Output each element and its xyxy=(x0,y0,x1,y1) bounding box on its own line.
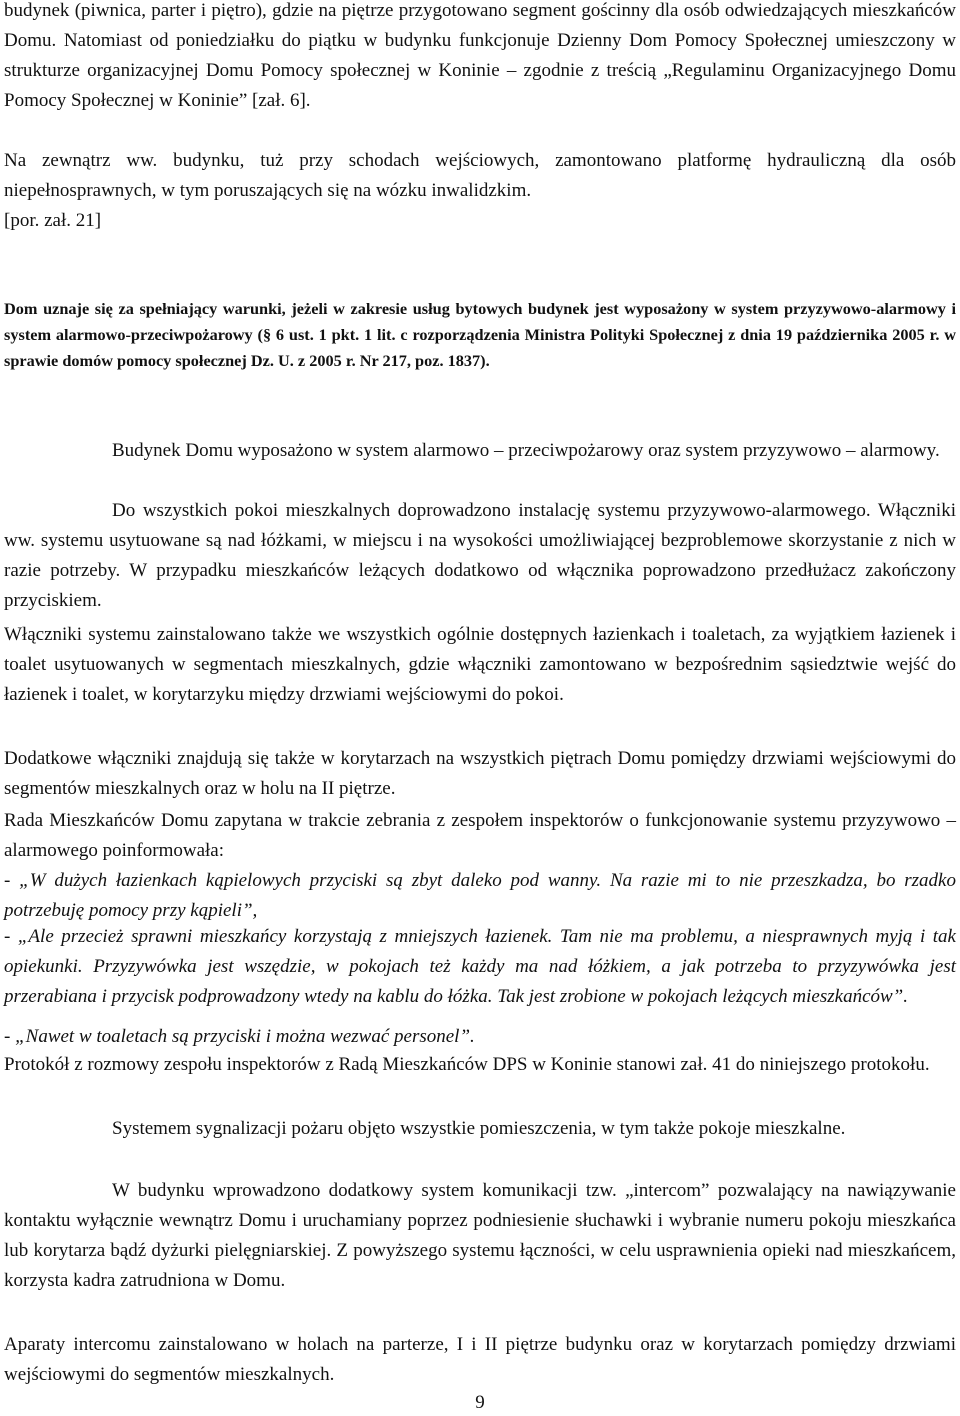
paragraph-call-system-bathrooms: Włączniki systemu zainstalowano także we wszystkich ogólnie dostępnych łazienkach i toaletach, za wyjątkiem łazienek i toalet usytuowanych w segmentach mieszkalnych, gdzie włączniki zamontowano w bezpośrednim sąsiedztwie wejść do łazienek i toalet, w korytarzyku między drzwiami wejściowymi do pokoi. xyxy=(4,624,956,705)
paragraph-facility-description: budynek (piwnica, parter i piętro), gdzie na piętrze przygotowano segment gościnny dla osób odwiedzających mieszkańców Domu. Natomiast od poniedziałku do piątku w budynku funkcjonuje Dzienny Dom Pomocy Społecznej umieszczony w strukturze organizacyjnej Domu Pomocy społecznej w Koninie – zgodnie z treścią „Regulaminu Organizacyjnego Domu Pomocy Społecznej w Koninie” [zał. 6]. xyxy=(4,0,956,111)
paragraph-reference: [por. zał. 21] xyxy=(4,210,102,231)
paragraph-residents-council: Rada Mieszkańców Domu zapytana w trakcie zebrania z zespołem inspektorów o funkcjonowanie systemu przyzywowo – alarmowego poinformowała: xyxy=(4,810,956,861)
paragraph-additional-switches: Dodatkowe włączniki znajdują się także w korytarzach na wszystkich piętrach Domu pomiędzy drzwiami wejściowymi do segmentów mieszkalnych oraz w holu na II piętrze. xyxy=(4,748,956,799)
paragraph-protocol-reference: Protokół z rozmowy zespołu inspektorów z Radą Mieszkańców DPS w Koninie stanowi zał. 41 do niniejszego protokołu. xyxy=(4,1054,930,1075)
paragraph-call-system-rooms: Do wszystkich pokoi mieszkalnych doprowadzono instalację systemu przyzywowo-alarmowego. Włączniki ww. systemu usytuowane są nad łóżkami, w miejscu i na wysokości umożliwiającej bezproblemowe skorzystanie z nich w razie potrzeby. W przypadku mieszkańców leżących dodatkowo od włącznika poprowadzono przedłużacz zakończony przyciskiem. xyxy=(4,500,956,611)
paragraph-hydraulic-platform: Na zewnątrz ww. budynku, tuż przy schodach wejściowych, zamontowano platformę hydrauliczną dla osób niepełnosprawnych, w tym poruszających się na wózku inwalidzkim. xyxy=(4,150,956,201)
paragraph-intercom-locations: Aparaty intercomu zainstalowano w holach na parterze, I i II piętrze budynku oraz w korytarzach pomiędzy drzwiami wejściowymi do segmentów mieszkalnych. xyxy=(4,1334,956,1385)
quote-resident-2: - „Ale przecież sprawni mieszkańcy korzystają z mniejszych łazienek. Tam nie ma problemu, a niesprawnych myją i tak opiekunki. Przyzywówka jest wszędzie, w pokojach też każdy ma nad łóżkiem, a jak potrzeba to przyzywówka jest przerabiana i przycisk podprowadzony wtedy na kablu do łóżka. Tak jest zrobione w pokojach leżących mieszkańców”. xyxy=(4,926,956,1007)
quote-resident-3: - „Nawet w toaletach są przyciski i można wezwać personel”. xyxy=(4,1026,475,1047)
paragraph-intercom: W budynku wprowadzono dodatkowy system komunikacji tzw. „intercom” pozwalający na nawiązywanie kontaktu wyłącznie wewnątrz Domu i uruchamiany poprzez podniesienie słuchawki i wybranie numeru pokoju mieszkańca lub korytarza bądź dyżurki pielęgniarskiej. Z powyższego systemu łączności, w celu usprawnienia opieki nad mieszkańcem, korzysta kadra zatrudniona w Domu. xyxy=(4,1180,956,1291)
quote-resident-1: - „W dużych łazienkach kąpielowych przyciski są zbyt daleko pod wanny. Na razie mi to nie przeszkadza, bo rzadko potrzebuję pomocy przy kąpieli”, xyxy=(4,870,956,921)
paragraph-fire-signaling: Systemem sygnalizacji pożaru objęto wszystkie pomieszczenia, w tym także pokoje mieszkalne. xyxy=(112,1118,846,1139)
paragraph-legal-requirement: Dom uznaje się za spełniający warunki, jeżeli w zakresie usług bytowych budynek jest wyposażony w system przyzywowo-alarmowy i system alarmowo-przeciwpożarowy (§ 6 ust. 1 pkt. 1 lit. c rozporządzenia Ministra Polityki Społecznej z dnia 19 października 2005 r. w sprawie domów pomocy społecznej Dz. U. z 2005 r. Nr 217, poz. 1837). xyxy=(4,299,956,370)
page-number: 9 xyxy=(475,1392,485,1413)
paragraph-alarm-systems: Budynek Domu wyposażono w system alarmowo – przeciwpożarowy oraz system przyzywowo – alarmowy. xyxy=(112,440,940,461)
